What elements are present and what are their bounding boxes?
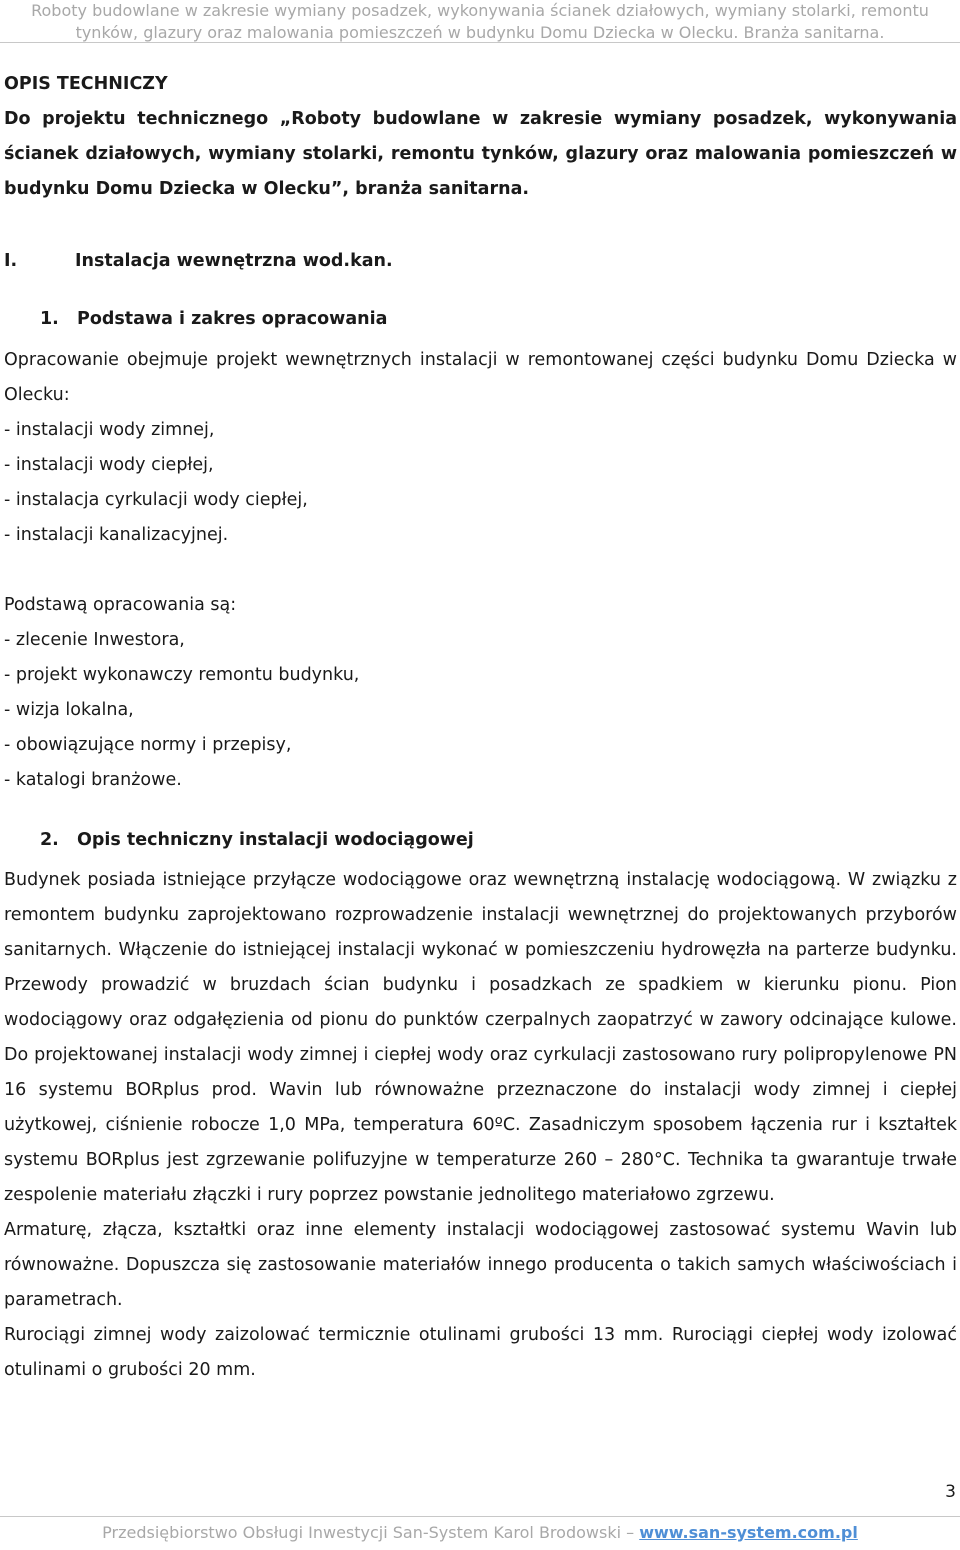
list-item: - instalacji kanalizacyjnej.	[4, 525, 229, 545]
document-body	[4, 66, 957, 1388]
page-footer	[0, 1523, 960, 1542]
document-intro: Do projektu technicznego „Roboty budowlane w zakresie wymiany posadzek, wykonywania ścianek działowych, wymiany stolarki, remontu tynków, glazury oraz malowania pomieszczeń w budynku Domu Dziecka w Olecku”, branża sanitarna.	[4, 109, 957, 199]
insulation-paragraph: Rurociągi zimnej wody zaizolować termicznie otulinami grubości 13 mm. Rurociągi ciepłej wody izolować otulinami o grubości 20 mm.	[4, 1325, 957, 1380]
header-line-1: Roboty budowlane w zakresie wymiany posadzek, wykonywania ścianek działowych, wymiany stolarki, remontu	[31, 1, 929, 20]
list-item: - wizja lokalna,	[4, 700, 134, 720]
subsection-heading-2	[4, 823, 957, 858]
water-system-paragraph: Budynek posiada istniejące przyłącze wodociągowe oraz wewnętrzną instalację wodociągową. W związku z remontem budynku zaprojektowano rozprowadzenie instalacji wewnętrznej do projektowanych przyborów sanitarnych. Włączenie do istniejącej instalacji wykonać w pomieszczeniu hydrowęzła na parterze budynku. Przewody prowadzić w bruzdach ścian budynku i posadzkach ze spadkiem w kierunku pionu. Pion wodociągowy oraz odgałęzienia od pionu do punktów czerpalnych zaopatrzyć w zawory odcinające kulowe. Do projektowanej instalacji wody zimnej i ciepłej wody oraz cyrkulacji zastosowano rury polipropylenowe PN 16 systemu BORplus prod. Wavin lub równoważne przeznaczone do instalacji wody zimnej i ciepłej użytkowej, ciśnienie robocze 1,0 MPa, temperatura 60ºC. Zasadniczym sposobem łączenia rur i kształtek systemu BORplus jest zgrzewanie polifuzyjne w temperaturze 260 – 280°C. Technika ta gwarantuje trwałe zespolenie materiału złączki i rury poprzez powstanie jednolitego materiałowo zgrzewu.	[4, 870, 957, 1205]
scope-paragraph: Opracowanie obejmuje projekt wewnętrznych instalacji w remontowanej części budynku Domu Dziecka w Olecku:	[4, 350, 957, 405]
subsection-number: 2.	[40, 830, 59, 850]
fittings-paragraph: Armaturę, złącza, kształtki oraz inne elementy instalacji wodociągowej zastosować systemu Wavin lub równoważne. Dopuszcza się zastosowanie materiałów innego producenta o takich samych właściwościach i parametrach.	[4, 1220, 957, 1310]
list-item: - zlecenie Inwestora,	[4, 630, 185, 650]
header-line-2: tynków, glazury oraz malowania pomieszczeń w budynku Domu Dziecka w Olecku. Branża sanitarna.	[75, 23, 885, 42]
section-heading	[4, 244, 957, 279]
document-title: OPIS TECHNICZY	[4, 74, 168, 94]
page-header	[0, 0, 960, 44]
subsection-number: 1.	[40, 309, 59, 329]
page-number: 3	[945, 1482, 956, 1502]
subsection-title: Podstawa i zakres opracowania	[77, 309, 388, 329]
header-divider	[0, 42, 960, 43]
footer-divider	[0, 1516, 960, 1517]
basis-heading: Podstawą opracowania są:	[4, 595, 237, 615]
subsection-heading-1	[4, 302, 957, 337]
section-title: Instalacja wewnętrzna wod.kan.	[75, 251, 393, 271]
basis-list	[4, 623, 957, 798]
scope-list	[4, 413, 957, 553]
subsection-title: Opis techniczny instalacji wodociągowej	[77, 830, 474, 850]
section-number: I.	[4, 251, 18, 271]
list-item: - obowiązujące normy i przepisy,	[4, 735, 292, 755]
list-item: - katalogi branżowe.	[4, 770, 182, 790]
footer-company: Przedsiębiorstwo Obsługi Inwestycji San-System Karol Brodowski –	[102, 1523, 635, 1542]
list-item: - instalacji wody ciepłej,	[4, 455, 214, 475]
list-item: - instalacja cyrkulacji wody ciepłej,	[4, 490, 308, 510]
list-item: - instalacji wody zimnej,	[4, 420, 215, 440]
footer-website-link[interactable]: www.san-system.com.pl	[639, 1523, 858, 1542]
list-item: - projekt wykonawczy remontu budynku,	[4, 665, 360, 685]
